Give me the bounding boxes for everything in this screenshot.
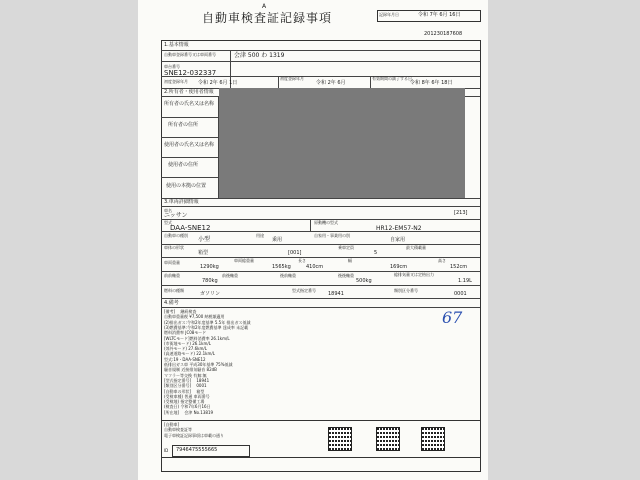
body-value: 箱型	[198, 250, 209, 256]
purpose-label: 自家用・事業用の別	[314, 233, 350, 238]
model-value: DAA-SNE12	[170, 224, 211, 232]
body-label: 車体の形状	[164, 245, 184, 250]
motor-label: 原動機の型式	[314, 220, 338, 225]
height-label: 高さ	[438, 258, 446, 263]
remark-line: [自動車の形状] 箱型	[164, 388, 205, 394]
section-vehicle-title: 3.車両詳細情報	[164, 199, 199, 205]
typeno-label: 型式指定番号	[292, 288, 316, 293]
kind-label: 自動車の種別	[164, 233, 188, 238]
handwritten-note: 67	[442, 308, 463, 327]
remark-line: (市街地モード) 26.1km/L	[164, 340, 211, 346]
use-value: 乗用	[272, 237, 283, 243]
rf-label: 後前軸重	[280, 273, 296, 278]
remark-line: [類別区分番号] 0001	[164, 383, 207, 389]
remark-line: (高速道路モード) 22.1km/L	[164, 351, 215, 357]
first-reg-value: 令和 2年 6月 1日	[198, 80, 238, 86]
remark-line: マフラー等交換 有無:無	[164, 372, 207, 378]
disp-value: 1.19L	[458, 278, 472, 284]
footer-line-1: 自動車検査証等	[164, 427, 192, 432]
gross-label: 車両総重量	[234, 258, 254, 263]
issue-date-label: 記録年月日	[379, 12, 399, 17]
model-label: 型式	[164, 220, 172, 225]
maker-code: [213]	[454, 210, 468, 216]
issue-date: 令和 7年 6月 16日	[418, 12, 461, 18]
maker-value: ニッサン	[164, 212, 188, 219]
capacity-value: 5	[374, 250, 378, 256]
footer-line-2: 電子車検証記録事項は車載の通り	[164, 433, 224, 438]
length-value: 410cm	[306, 264, 324, 270]
maker-label: 車名	[164, 208, 172, 213]
doc-mark: A	[262, 3, 267, 10]
fuel-value: ガソリン	[200, 291, 221, 297]
rr-label: 後後軸重	[338, 273, 354, 278]
document-title: 自動車検査証記録事項	[202, 11, 333, 25]
remark-line: (3)燃費基準:令和2年度燃費基準 達成率 未記載	[164, 324, 249, 330]
capacity-label: 乗車定員	[338, 245, 354, 250]
footer-id-value: 7946475555665	[176, 447, 218, 453]
length-label: 長さ	[298, 258, 306, 263]
fr-label: 前後軸重	[222, 273, 238, 278]
section-owner-title: 2.所有者・使用者情報	[164, 89, 214, 95]
vin-label: 車台番号	[164, 64, 180, 69]
typeno-value: 18941	[328, 291, 344, 297]
weight-label: 車両重量	[164, 260, 180, 265]
remark-line: 低排出ガス車 平成30年基準 75%低減	[164, 362, 233, 367]
owner-row-4: 使用者の住所	[168, 162, 199, 168]
height-value: 152cm	[450, 264, 468, 270]
qr-code-3	[421, 427, 445, 451]
fuel-label: 燃料の種類	[164, 288, 184, 293]
remark-line: 騒音規制 近接排気騒音 82dB	[164, 367, 217, 373]
remark-line: 型式:19・DAA-SNE12	[164, 356, 206, 362]
remark-line: (郊外モード) 27.6km/L	[164, 346, 207, 352]
remark-line: 燃料消費率 JC08モード	[164, 330, 207, 336]
section-remarks-title: 4.備考	[164, 300, 179, 306]
remark-line: 自動車重量税 ¥7,500 納税額適用	[164, 314, 225, 320]
remark-line: [型式指定番号] 18941	[164, 377, 210, 383]
footer-title: [自動車]	[164, 422, 180, 427]
classno-label: 類別区分番号	[394, 288, 418, 293]
width-label: 幅	[348, 258, 352, 263]
purpose-value: 自家用	[390, 237, 406, 243]
section-basic-title: 1.基本情報	[164, 42, 189, 48]
owner-row-5: 使用の本拠の位置	[166, 183, 207, 189]
remark-line: (検査日) 令和7年6月16日	[164, 404, 211, 410]
serial-number: 201230187608	[424, 31, 463, 37]
motor-value: HR12-EM57-N2	[376, 225, 422, 232]
use-label: 用途	[256, 233, 264, 238]
remark-line: [所在地] 会津 No.13819	[164, 409, 214, 415]
reg-value: 会津 500 わ 1319	[234, 52, 285, 59]
owner-row-1: 所有者の氏名又は名称	[164, 101, 215, 107]
ff-value: 780kg	[202, 278, 218, 284]
qr-code-2	[376, 427, 400, 451]
owner-row-2: 所有者の住所	[168, 122, 199, 128]
second-reg-value: 令和 2年 6月	[316, 80, 346, 86]
width-value: 169cm	[390, 264, 408, 270]
disp-label: 総排気量又は定格出力	[394, 272, 434, 277]
remark-line: [WLTCモード]燃料消費率 26.1km/L	[164, 335, 230, 341]
qr-code-1	[328, 427, 352, 451]
remark-line: (受検車種) 普通 車両番号	[164, 393, 210, 399]
expiry-label: 有効期間の満了する日	[372, 76, 412, 81]
kind-value: 小型	[198, 236, 211, 243]
ff-label: 前前軸重	[164, 273, 180, 278]
first-reg-label: 初度登録年月	[164, 79, 188, 84]
remark-line: (受検地) 指定整備工場	[164, 399, 205, 405]
remark-line: [備考] 継続検査	[164, 309, 197, 314]
rr-value: 500kg	[356, 278, 372, 284]
remark-line: (2)排出ガス:令和2年度基準 5.5年 排出ガス低減	[164, 319, 251, 325]
gross-value: 1565kg	[272, 264, 291, 270]
redacted-area	[219, 88, 465, 198]
vin-value: SNE12-032337	[164, 69, 217, 77]
classno-value: 0001	[454, 291, 467, 297]
expiry-value: 令和 8年 6年 18日	[410, 80, 453, 86]
document-page	[138, 0, 488, 480]
reg-label: 自動車登録番号又は車両番号	[164, 52, 216, 57]
weight-value: 1290kg	[200, 264, 219, 270]
second-reg-label: 初度登録年月	[280, 76, 304, 81]
footer-id-label: ID	[164, 448, 169, 453]
body-code: [001]	[288, 250, 302, 256]
maxload-label: 最大積載量	[406, 245, 426, 250]
owner-row-3: 使用者の氏名又は名称	[164, 142, 215, 148]
